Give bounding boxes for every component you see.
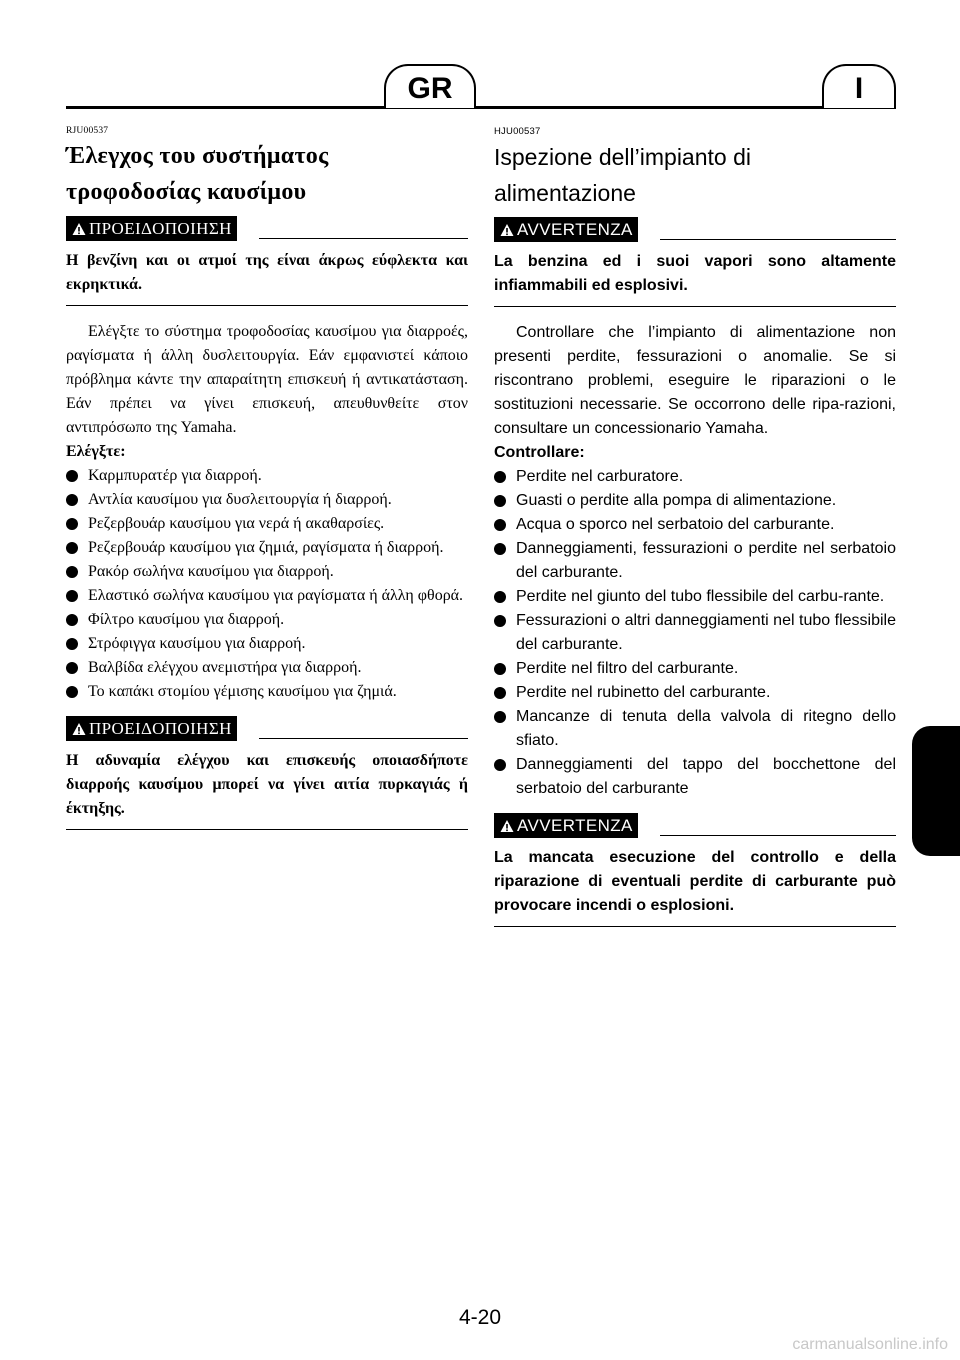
warning-label: ΠΡΟΕΙΔΟΠΟΙΗΣΗ [89, 718, 232, 738]
body-paragraph: Ελέγξτε το σύστημα τροφοδοσίας καυσίμου για διαρροές, ραγίσματα ή άλλη δυσλειτουργία. Εάν εμφανιστεί κάποιο πρόβλημα κάντε την απαραίτητη επισκευή ή αντικατάσταση. Εάν πρέπει να γίνει επισκευή, απευθυνθείτε στον αντιπρόσωπο της Yamaha. [66, 323, 468, 436]
warning-label-box [494, 813, 638, 838]
warning-icon [500, 223, 514, 237]
list-item: Acqua o sporco nel serbatoio del carburante. [494, 513, 896, 537]
list-item: Danneggiamenti del tappo del bocchettone del serbatoio del carburante [494, 753, 896, 801]
warning-rule [259, 738, 468, 740]
bullet-icon [494, 663, 506, 675]
bullet-icon [66, 662, 78, 674]
warning-block [66, 216, 468, 306]
title-line: Ispezione dell’impianto di [494, 144, 751, 170]
warning-rule [259, 238, 468, 240]
bullet-icon [66, 686, 78, 698]
list-item: Danneggiamenti, fessurazioni o perdite nel serbatoio del carburante. [494, 537, 896, 585]
warning-text: Η αδυναμία ελέγχου και επισκευής οποιασδήποτε διαρροής καυσίμου μπορεί να γίνει αιτία πυρκαγιάς ή έκτηξης. [66, 741, 468, 830]
bullet-icon [66, 542, 78, 554]
body-paragraph: Controllare che l’impianto di alimentazione non presenti perdite, fessurazioni o anomalie. Se si riscontrano problemi, eseguire le riparazioni o le sostituzioni necessarie. Se occorrono delle ripa-razioni, consultare un concessionario Yamaha. [494, 324, 896, 437]
bullet-icon [494, 471, 506, 483]
warning-label: AVVERTENZA [517, 815, 633, 835]
list-item: Ρακόρ σωλήνα καυσίμου για διαρροή. [66, 560, 468, 584]
list-item: Το καπάκι στομίου γέμισης καυσίμου για ζημιά. [66, 680, 468, 704]
bullet-icon [494, 495, 506, 507]
warning-icon [72, 722, 86, 736]
title-line: τροφοδοσίας καυσίμου [66, 179, 307, 205]
section-title [494, 139, 896, 211]
header-rule [66, 106, 896, 109]
bullet-icon [494, 711, 506, 723]
warning-text: Η βενζίνη και οι ατμοί της είναι άκρως εύφλεκτα και εκρηκτικά. [66, 241, 468, 306]
bullet-icon [494, 615, 506, 627]
warning-header [66, 716, 468, 741]
warning-header [494, 217, 896, 242]
bullet-icon [66, 518, 78, 530]
page-number: 4-20 [458, 1306, 502, 1329]
list-item: Ρεζερβουάρ καυσίμου για νερά ή ακαθαρσίες. [66, 512, 468, 536]
bullet-icon [494, 519, 506, 531]
list-item: Βαλβίδα ελέγχου ανεμιστήρα για διαρροή. [66, 656, 468, 680]
section-code: RJU00537 [66, 126, 109, 136]
warning-label-box [494, 217, 638, 242]
warning-label-box [66, 716, 237, 741]
bullet-icon [66, 470, 78, 482]
list-item: Perdite nel giunto del tubo flessibile del carbu-rante. [494, 585, 896, 609]
checklist [66, 464, 468, 704]
bullet-icon [494, 687, 506, 699]
warning-text: La benzina ed i suoi vapori sono altamente infiammabili ed esplosivi. [494, 242, 896, 307]
list-item: Perdite nel rubinetto del carburante. [494, 681, 896, 705]
section-title [66, 138, 468, 210]
title-line: alimentazione [494, 180, 636, 206]
list-item: Αντλία καυσίμου για δυσλειτουργία ή διαρροή. [66, 488, 468, 512]
language-badge-gr: GR [384, 64, 476, 108]
bullet-icon [66, 638, 78, 650]
warning-rule [660, 239, 896, 241]
list-item: Fessurazioni o altri danneggiamenti nel tubo flessibile del carburante. [494, 609, 896, 657]
section-code: HJU00537 [494, 126, 541, 137]
list-item: Perdite nel filtro del carburante. [494, 657, 896, 681]
check-label: Ελέγξτε: [66, 443, 126, 460]
bullet-icon [494, 759, 506, 771]
list-item: Guasti o perdite alla pompa di alimentazione. [494, 489, 896, 513]
warning-icon [500, 819, 514, 833]
warning-label: AVVERTENZA [517, 219, 633, 239]
warning-block [494, 813, 896, 927]
watermark: carmanualsonline.info [792, 1336, 948, 1353]
bullet-icon [66, 614, 78, 626]
list-item: Φίλτρο καυσίμου για διαρροή. [66, 608, 468, 632]
list-item: Ελαστικό σωλήνα καυσίμου για ραγίσματα ή άλλη φθορά. [66, 584, 468, 608]
warning-header [494, 813, 896, 838]
check-label: Controllare: [494, 444, 585, 461]
bullet-icon [66, 590, 78, 602]
warning-label-box [66, 216, 237, 241]
title-line: Έλεγχος του συστήματος [66, 143, 329, 169]
bullet-icon [66, 566, 78, 578]
bullet-icon [66, 494, 78, 506]
greek-column [66, 126, 468, 830]
warning-block [494, 217, 896, 307]
language-badge-it: I [822, 64, 896, 108]
warning-rule [660, 835, 896, 837]
bullet-icon [494, 591, 506, 603]
list-item: Στρόφιγγα καυσίμου για διαρροή. [66, 632, 468, 656]
list-item: Ρεζερβουάρ καυσίμου για ζημιά, ραγίσματα ή διαρροή. [66, 536, 468, 560]
warning-icon [72, 222, 86, 236]
checklist [494, 465, 896, 801]
warning-header [66, 216, 468, 241]
warning-label: ΠΡΟΕΙΔΟΠΟΙΗΣΗ [89, 218, 232, 238]
list-item: Perdite nel carburatore. [494, 465, 896, 489]
chapter-tab [912, 726, 960, 856]
list-item: Mancanze di tenuta della valvola di ritegno dello sfiato. [494, 705, 896, 753]
bullet-icon [494, 543, 506, 555]
italian-column [494, 126, 896, 927]
list-item: Καρμπυρατέρ για διαρροή. [66, 464, 468, 488]
warning-text: La mancata esecuzione del controllo e della riparazione di eventuali perdite di carburante può provocare incendi o esplosioni. [494, 838, 896, 927]
warning-block [66, 716, 468, 830]
